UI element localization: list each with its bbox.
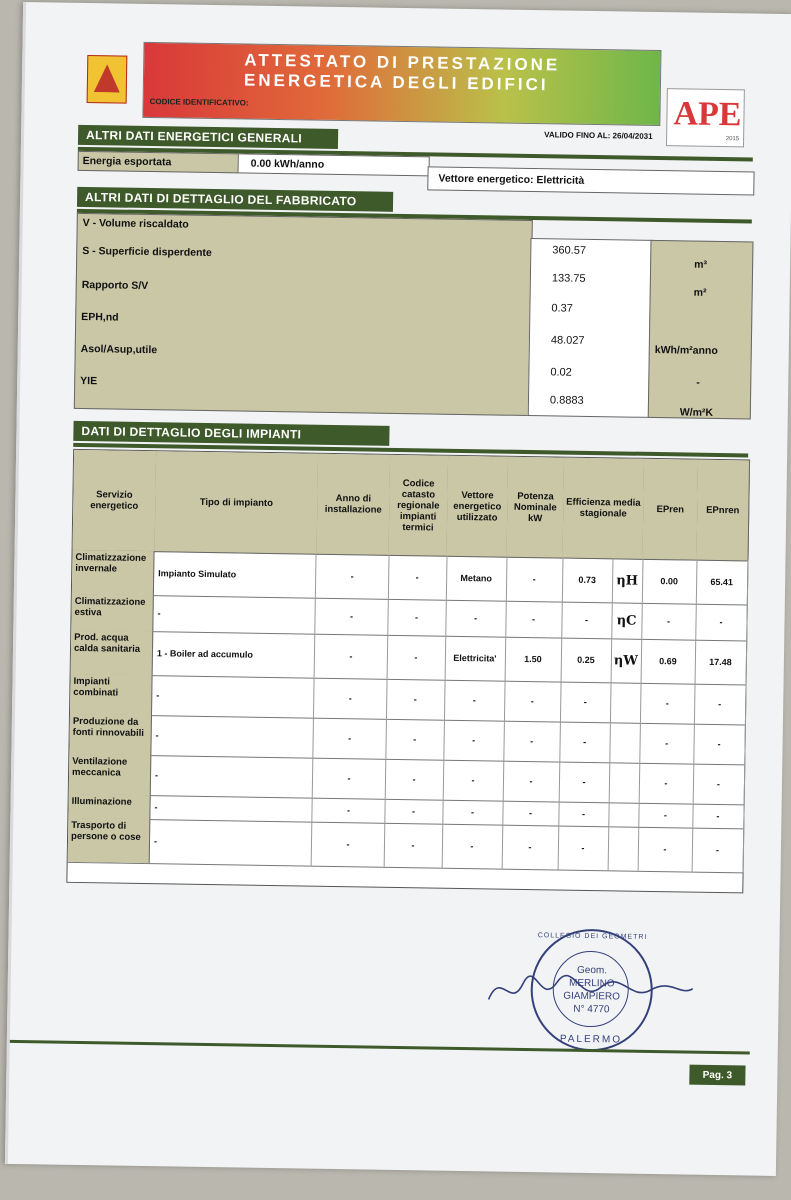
tipo-cell: - xyxy=(153,595,316,634)
epren-cell: - xyxy=(639,723,695,764)
epnren-cell: - xyxy=(692,828,745,873)
stamp-line-1: Geom. xyxy=(576,964,608,977)
vettore-cell: - xyxy=(442,824,504,869)
eff-cell: - xyxy=(559,762,611,803)
title-line-2: ENERGETICA DEGLI EDIFICI xyxy=(243,70,549,95)
codice-cell: - xyxy=(388,555,448,600)
unit: m² xyxy=(693,286,707,299)
signature-icon xyxy=(480,959,701,1022)
sym-cell xyxy=(609,722,641,762)
stamp-line-2: MERLINO xyxy=(568,977,615,990)
anno-cell: - xyxy=(313,718,387,759)
col-header: Potenza Nominale kW xyxy=(507,457,566,559)
row-label: Rapporto S/V xyxy=(81,278,149,293)
potenza-cell: - xyxy=(502,825,560,870)
eff-cell: - xyxy=(558,802,609,827)
epnren-cell: - xyxy=(695,604,748,641)
epren-cell: 0.00 xyxy=(642,559,698,604)
vettore-cell: - xyxy=(442,800,503,825)
epnren-cell: - xyxy=(693,764,746,805)
eff-cell: - xyxy=(558,826,610,871)
col-header: Tipo di impianto xyxy=(155,451,320,555)
superficie-value: 133.75 xyxy=(551,272,586,285)
row-label: V - Volume riscaldato xyxy=(82,216,189,231)
document-page xyxy=(5,2,791,1176)
epren-cell: - xyxy=(639,763,695,804)
col-header: Servizio energetico xyxy=(73,450,158,552)
sym-cell xyxy=(608,802,639,826)
anno-cell: - xyxy=(316,554,390,599)
col-header: EPren xyxy=(642,459,699,561)
anno-cell: - xyxy=(312,798,385,823)
tipo-cell: - xyxy=(150,819,313,866)
potenza-cell: - xyxy=(504,681,562,722)
anno-cell: - xyxy=(315,598,389,635)
unit: - xyxy=(696,376,700,389)
sym-cell xyxy=(608,826,640,870)
col-header: EPnren xyxy=(696,460,750,562)
epnren-cell: - xyxy=(693,724,746,765)
epren-cell: 0.69 xyxy=(641,639,697,684)
vettore-cell: - xyxy=(443,720,505,761)
epnren-cell: 65.41 xyxy=(696,560,749,605)
yie-value: 0.8883 xyxy=(549,394,584,407)
sym-cell xyxy=(609,762,641,802)
servizio-label: Ventilazione meccanica xyxy=(69,754,152,795)
impianti-table xyxy=(66,449,750,894)
unit: m³ xyxy=(694,258,708,271)
servizio-label: Illuminazione xyxy=(68,794,150,819)
anno-cell: - xyxy=(313,758,387,799)
servizio-label: Impianti combinati xyxy=(70,674,153,715)
codice-cell: - xyxy=(384,823,444,868)
vettore-cell: - xyxy=(445,600,507,637)
sym-cell xyxy=(610,682,642,722)
epren-cell: - xyxy=(641,603,697,640)
servizio-label: Prod. acqua calda sanitaria xyxy=(71,630,154,675)
row-label: Asol/Asup,utile xyxy=(80,342,158,357)
sym-cell: ηH xyxy=(612,558,644,602)
potenza-cell: - xyxy=(506,557,564,602)
stamp-number: N° 4770 xyxy=(573,1003,610,1016)
eff-cell: - xyxy=(559,722,611,763)
row-label: S - Superficie disperdente xyxy=(82,244,212,260)
rapporto-value: 0.37 xyxy=(551,302,573,315)
asol-value: 0.02 xyxy=(550,366,572,379)
energia-esportata-label: Energia esportata xyxy=(78,151,240,174)
vettore-cell: Elettricita' xyxy=(445,636,507,681)
table-row xyxy=(68,818,744,874)
servizio-label: Climatizzazione invernale xyxy=(72,550,155,595)
vettore-cell: - xyxy=(443,760,505,801)
servizio-label: Trasporto di persone o cose xyxy=(68,818,151,863)
col-header: Codice catasto regionale impianti termici xyxy=(389,455,450,557)
codice-cell: - xyxy=(384,799,443,824)
potenza-cell: - xyxy=(503,721,561,762)
potenza-cell: - xyxy=(505,601,563,638)
region-logo-icon xyxy=(87,55,128,104)
tipo-cell: - xyxy=(152,675,315,718)
eff-cell: - xyxy=(560,682,612,723)
epren-cell: - xyxy=(640,683,696,724)
vettore-cell: - xyxy=(444,680,506,721)
codice-cell: - xyxy=(387,599,447,636)
tipo-cell: - xyxy=(150,795,312,822)
codice-cell: - xyxy=(386,679,446,720)
energia-esportata-value: 0.00 kWh/anno xyxy=(238,153,430,176)
col-header: Efficienza media stagionale xyxy=(562,458,645,560)
ephnd-value: 48.027 xyxy=(550,334,585,347)
anno-cell: - xyxy=(312,822,386,867)
row-label: EPH,nd xyxy=(81,310,119,324)
tipo-cell: - xyxy=(151,755,314,798)
anno-cell: - xyxy=(315,634,389,679)
codice-cell: - xyxy=(385,719,445,760)
ape-logo-text: APE xyxy=(673,95,742,134)
tipo-cell: - xyxy=(151,715,314,758)
eff-cell: 0.73 xyxy=(562,558,614,603)
row-label: YIE xyxy=(80,374,98,388)
epren-cell: - xyxy=(638,827,694,872)
unit: W/m²K xyxy=(679,406,714,419)
section-title-energetici: ALTRI DATI ENERGETICI GENERALI xyxy=(78,125,338,149)
potenza-cell: - xyxy=(503,761,561,802)
servizio-label: Climatizzazione estiva xyxy=(71,594,154,631)
potenza-cell: - xyxy=(502,801,559,826)
ape-logo xyxy=(666,88,745,147)
page-number: Pag. 3 xyxy=(689,1065,745,1086)
tipo-cell: 1 - Boiler ad accumulo xyxy=(153,631,316,678)
stamp-line-3: GIAMPIERO xyxy=(563,990,621,1003)
code-label: CODICE IDENTIFICATIVO: xyxy=(149,97,249,108)
title-line-1: ATTESTATO DI PRESTAZIONE xyxy=(244,50,561,75)
tipo-cell: Impianto Simulato xyxy=(154,551,317,598)
servizio-label: Produzione da fonti rinnovabili xyxy=(69,714,152,755)
sym-cell: ηC xyxy=(611,602,643,638)
epnren-cell: - xyxy=(694,684,747,725)
potenza-cell: 1.50 xyxy=(505,637,563,682)
title-banner xyxy=(142,42,661,126)
stamp-ring-bottom: PALERMO xyxy=(559,1033,623,1046)
epnren-cell: 17.48 xyxy=(695,640,748,685)
sym-cell: ηW xyxy=(611,638,643,682)
col-header: Anno di installazione xyxy=(317,454,392,556)
codice-cell: - xyxy=(387,635,447,680)
vettore-energetico: Vettore energetico: Elettricità xyxy=(427,166,754,195)
unit: kWh/m²anno xyxy=(654,343,718,357)
section-title-fabbricato: ALTRI DATI DI DETTAGLIO DEL FABBRICATO xyxy=(77,187,393,212)
col-header: Vettore energetico utilizzato xyxy=(447,456,510,558)
section-title-impianti: DATI DI DETTAGLIO DEGLI IMPIANTI xyxy=(73,421,389,446)
epren-cell: - xyxy=(638,803,693,828)
anno-cell: - xyxy=(314,678,388,719)
epnren-cell: - xyxy=(692,804,744,829)
stamp-ring-top: COLLEGIO DEI GEOMETRI xyxy=(537,932,648,941)
codice-cell: - xyxy=(385,759,445,800)
volume-value: 360.57 xyxy=(552,244,587,257)
eff-cell: - xyxy=(561,602,613,639)
vettore-cell: Metano xyxy=(446,556,508,601)
ape-logo-year: 2015 xyxy=(725,136,740,143)
valid-until: VALIDO FINO AL: 26/04/2031 xyxy=(544,130,653,141)
eff-cell: 0.25 xyxy=(561,638,613,683)
